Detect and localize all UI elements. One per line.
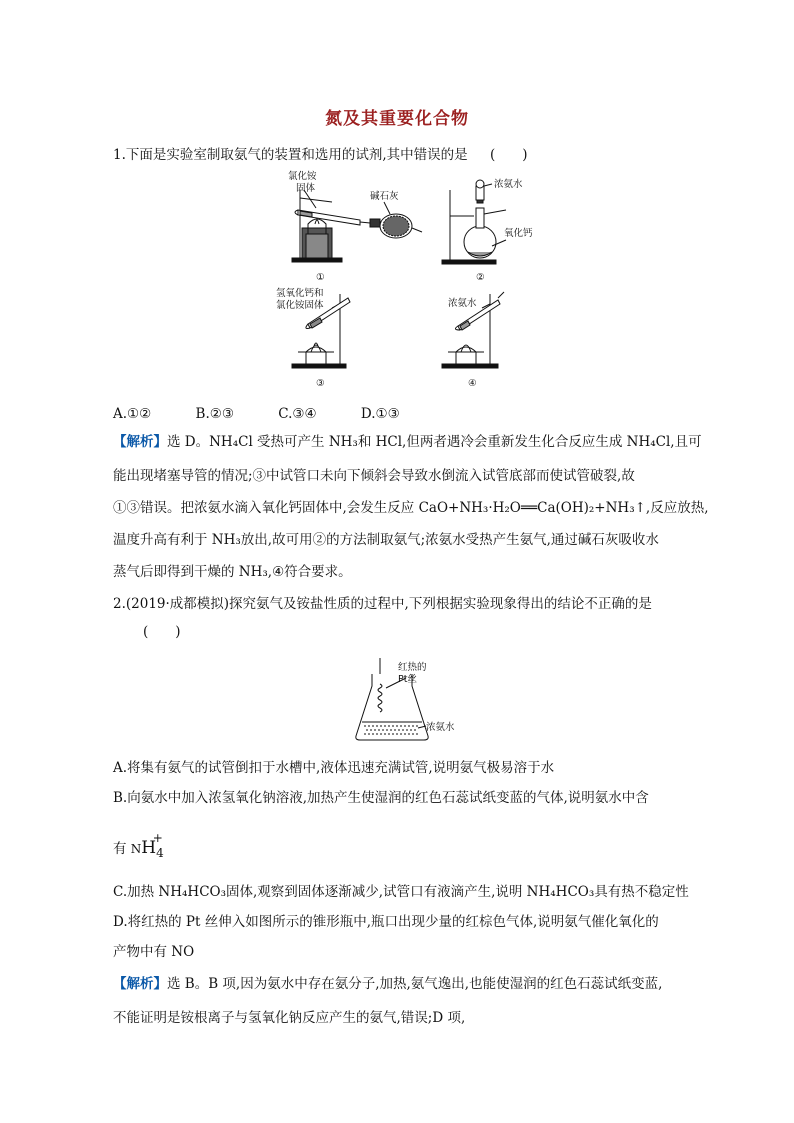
label-sodalime: 碱石灰: [370, 191, 399, 202]
q2-analysis-text-1: 选 B。B 项,因为氨水中存在氨分子,加热,氨气逸出,也能使湿润的红色石蕊试纸变蓝,: [167, 976, 663, 992]
q2-option-d-line-2: 产物中有 NO: [113, 944, 195, 960]
label-n1: ①: [316, 272, 325, 283]
q1-stem: [113, 145, 528, 165]
ion-h: H: [141, 838, 157, 858]
q2-flask-figure: [350, 656, 460, 746]
q2-analysis-line-2: 不能证明是铵根离子与氢氧化钠反应产生的氨气,错误;D 项,: [113, 1010, 466, 1026]
page-title: 氮及其重要化合物: [325, 109, 469, 129]
label-n3: ③: [316, 378, 325, 389]
q2-analysis-line-1: [113, 974, 662, 994]
label-n2: ②: [476, 272, 485, 283]
label-cao: 氧化钙: [504, 228, 533, 239]
q1-analysis-line-1: [113, 432, 702, 452]
q1-analysis-label: 【解析】: [113, 434, 167, 450]
ammonium-ion: [130, 831, 164, 863]
apparatus-1: [292, 190, 422, 262]
q1-option-a: A.①②: [113, 406, 152, 422]
q1-option-c: C.③④: [278, 406, 317, 422]
q1-options: [113, 404, 400, 424]
q2-option-b-text-2: 有: [113, 841, 127, 857]
label-solid: 固体: [296, 183, 316, 194]
q2-option-d-line-1: D.将红热的 Pt 丝伸入如图所示的锥形瓶中,瓶口出现少量的红棕色气体,说明氨气催化氧化的: [113, 914, 659, 930]
label-nh4cl: 氯化铵: [288, 171, 317, 182]
q1-stem-text: 1.下面是实验室制取氨气的装置和选用的试剂,其中错误的是: [113, 147, 468, 163]
label-pt-wire: Pt丝: [398, 674, 417, 685]
q1-analysis-line-2: 能出现堵塞导管的情况;③中试管口未向下倾斜会导致水倒流入试管底部而使试管破裂,故: [113, 468, 635, 484]
ion-n: N: [130, 842, 142, 856]
q2-analysis-label: 【解析】: [113, 976, 167, 992]
label-conc-ammonia: 浓氨水: [426, 722, 455, 733]
apparatus-2: [442, 180, 506, 264]
q2-stem: 2.(2019·成都模拟)探究氨气及铵盐性质的过程中,下列根据实验现象得出的结论不正确的是: [113, 596, 652, 612]
q1-analysis-line-3: ①③错误。把浓氨水滴入氧化钙固体中,会发生反应 CaO+NH₃·H₂O══Ca(OH)₂+NH₃↑,反应放热,: [113, 500, 709, 516]
q2-option-c: C.加热 NH₄HCO₃固体,观察到固体逐渐减少,试管口有液滴产生,说明 NH₄HCO₃具有热不稳定性: [113, 884, 689, 900]
q2-option-b-line-1: B.向氨水中加入浓氢氧化钠溶液,加热产生使湿润的红色石蕊试纸变蓝的气体,说明氨水中含: [113, 790, 649, 806]
q1-option-b: B.②③: [195, 406, 234, 422]
q1-option-d: D.①③: [360, 406, 400, 422]
q2-answer-blank: ( ): [143, 624, 181, 640]
ion-superscript: +: [152, 831, 163, 845]
label-caoh2-1: 氢氧化钙和: [276, 288, 324, 299]
q1-analysis-text-1: 选 D。NH₄Cl 受热可产生 NH₃和 HCl,但两者遇冷会重新发生化合反应生成 NH₄Cl,且可: [167, 434, 702, 450]
label-caoh2-2: 氯化铵固体: [276, 300, 324, 311]
q2-option-a: A.将集有氨气的试管倒扣于水槽中,液体迅速充满试管,说明氨气极易溶于水: [113, 760, 555, 776]
q1-answer-blank: ( ): [489, 147, 528, 163]
ion-subscript: 4: [156, 846, 164, 860]
q2-option-b-line-2: [113, 831, 164, 863]
q1-apparatus-figure: [270, 168, 560, 398]
q1-analysis-line-5: 蒸气后即得到干燥的 NH₃,④符合要求。: [113, 564, 352, 580]
label-hot: 红热的: [398, 662, 427, 673]
label-n4: ④: [468, 378, 477, 389]
q1-analysis-line-4: 温度升高有利于 NH₃放出,故可用②的方法制取氨气;浓氨水受热产生氨气,通过碱石灰吸收水: [113, 532, 659, 548]
label-conc-ammonia-2: 浓氨水: [448, 298, 477, 309]
label-conc-ammonia-1: 浓氨水: [494, 179, 523, 190]
